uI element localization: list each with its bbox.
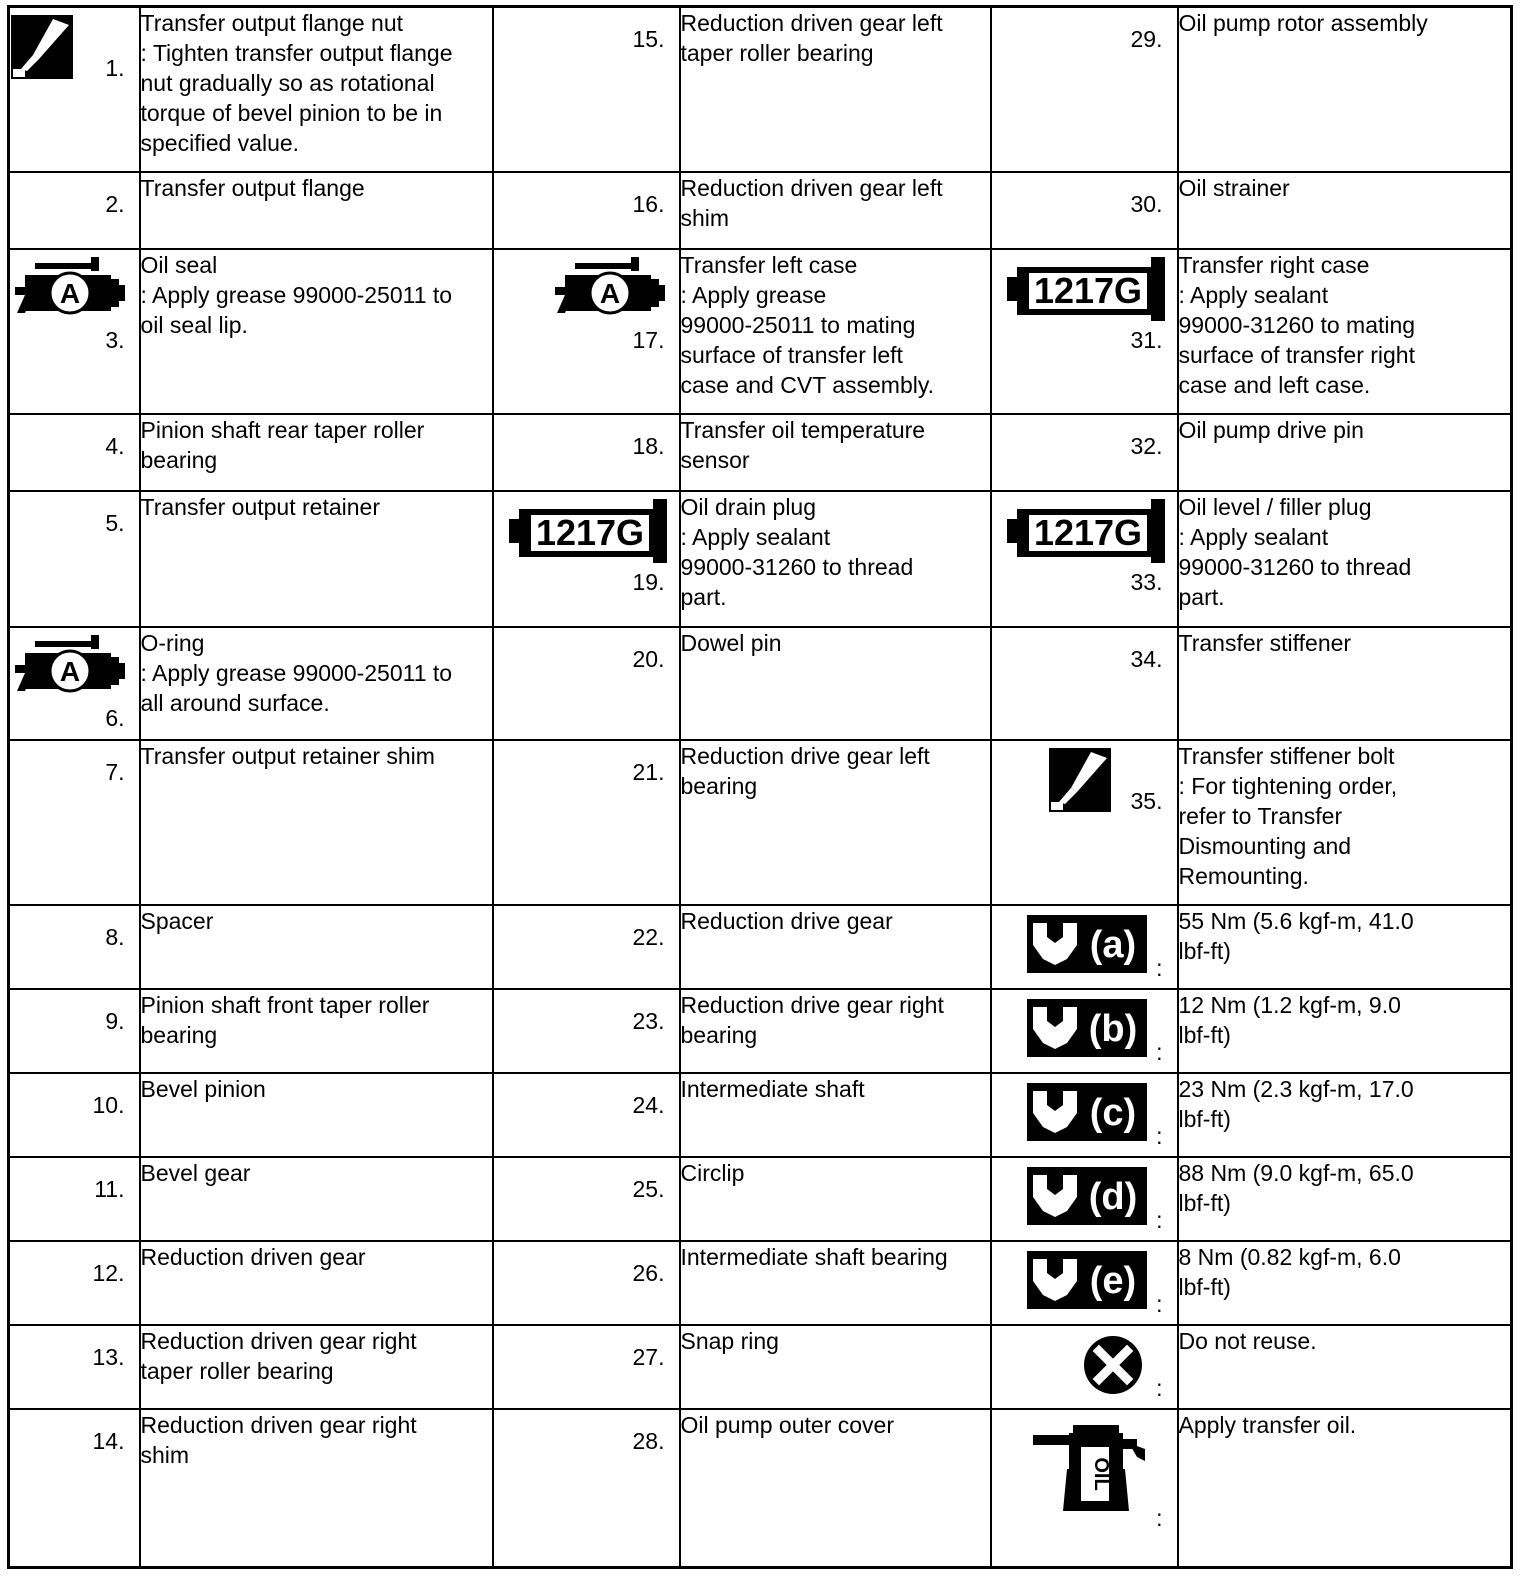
- item-number: 16.: [632, 190, 665, 217]
- item-description: 88 Nm (9.0 kgf-m, 65.0: [1178, 1159, 1414, 1186]
- torque-note-icon: [11, 15, 73, 79]
- item-description: Reduction driven gear right: [140, 1411, 417, 1438]
- torque-note-icon-graphic: [1049, 748, 1111, 812]
- item-number: 20.: [632, 645, 665, 672]
- item-description-cell: [680, 7, 991, 172]
- torque-note-icon-graphic: [11, 15, 73, 79]
- item-note-line: 99000-31260 to thread: [680, 553, 914, 580]
- item-note-line: bearing: [680, 772, 758, 799]
- item-number-cell: [9, 1157, 140, 1241]
- item-description-cell: [1178, 249, 1512, 414]
- svg-text:A: A: [599, 277, 620, 309]
- item-note-line: case and left case.: [1178, 371, 1371, 398]
- symbol-colon: :: [1156, 1290, 1163, 1317]
- item-number-cell: [991, 1073, 1178, 1157]
- item-note-line: surface of transfer right: [1178, 341, 1415, 368]
- symbol-colon: :: [1156, 954, 1163, 981]
- item-number-cell: [991, 249, 1178, 414]
- item-note-line: : Apply grease: [680, 281, 827, 308]
- item-description-cell: [140, 740, 493, 905]
- item-number: 35.: [1130, 787, 1163, 814]
- item-description: Apply transfer oil.: [1178, 1411, 1357, 1438]
- item-number: 30.: [1130, 190, 1163, 217]
- item-description-cell: [1178, 172, 1512, 249]
- item-number-cell: [991, 1325, 1178, 1409]
- item-number-cell: [493, 249, 680, 414]
- item-number: 19.: [632, 568, 665, 595]
- item-note-line: lbf-ft): [1178, 1021, 1231, 1048]
- item-description: Pinion shaft rear taper roller: [140, 416, 425, 443]
- item-number: 2.: [105, 190, 125, 217]
- symbol-colon: :: [1156, 1038, 1163, 1065]
- torque-e-icon: [1027, 1251, 1147, 1309]
- torque-c-icon-graphic: [1027, 1083, 1147, 1141]
- item-note-line: : Apply grease 99000-25011 to: [140, 659, 453, 686]
- item-note-line: lbf-ft): [1178, 1105, 1231, 1132]
- item-number: 14.: [92, 1427, 125, 1454]
- item-note-line: : For tightening order,: [1178, 772, 1398, 799]
- item-description: Reduction driven gear left: [680, 10, 943, 36]
- item-description-cell: [140, 1409, 493, 1568]
- item-description: Oil strainer: [1178, 174, 1290, 201]
- item-description-cell: [1178, 627, 1512, 740]
- symbol-colon: :: [1156, 1504, 1163, 1531]
- symbol-colon: :: [1156, 1374, 1163, 1401]
- item-description: Transfer output flange: [140, 174, 365, 201]
- item-description-cell: [680, 249, 991, 414]
- item-number: 32.: [1130, 432, 1163, 459]
- svg-text:A: A: [59, 277, 80, 309]
- item-number: 28.: [632, 1427, 665, 1454]
- item-description: 23 Nm (2.3 kgf-m, 17.0: [1178, 1075, 1414, 1102]
- item-description-cell: [140, 491, 493, 627]
- item-number-cell: [991, 7, 1178, 172]
- item-note-line: 99000-31260 to thread: [1178, 553, 1412, 580]
- torque-b-icon-graphic: [1027, 999, 1147, 1057]
- item-number-cell: [9, 740, 140, 905]
- item-number-cell: [493, 627, 680, 740]
- svg-text:OIL: OIL: [1089, 1456, 1112, 1491]
- item-note-line: taper roller bearing: [680, 40, 874, 66]
- svg-text:1217G: 1217G: [1033, 511, 1142, 553]
- sealant-1217g-icon: [1007, 257, 1165, 321]
- item-description: Bevel gear: [140, 1159, 251, 1186]
- item-description: Spacer: [140, 907, 214, 934]
- do-not-reuse-icon-graphic: [1083, 1335, 1143, 1395]
- item-description: Reduction drive gear left: [680, 742, 930, 769]
- item-number: 17.: [632, 326, 665, 353]
- item-description-cell: [140, 7, 493, 172]
- item-description: Reduction driven gear: [140, 1243, 366, 1270]
- item-note-line: Remounting.: [1178, 862, 1309, 889]
- item-number-cell: [991, 740, 1178, 905]
- item-description: Pinion shaft front taper roller: [140, 991, 430, 1018]
- item-description-cell: [1178, 740, 1512, 905]
- item-note-line: part.: [1178, 583, 1225, 610]
- item-description-cell: [680, 627, 991, 740]
- item-note-line: torque of bevel pinion to be in: [140, 100, 443, 126]
- item-note-line: : Tighten transfer output flange: [140, 40, 453, 66]
- item-number-cell: [991, 989, 1178, 1073]
- item-note-line: nut gradually so as rotational: [140, 70, 435, 96]
- item-number: 22.: [632, 923, 665, 950]
- item-description-cell: [1178, 1241, 1512, 1325]
- item-description: Reduction driven gear right: [140, 1327, 417, 1354]
- item-description: Circlip: [680, 1159, 745, 1186]
- item-description-cell: [140, 1073, 493, 1157]
- item-description-cell: [140, 172, 493, 249]
- item-number: 23.: [632, 1007, 665, 1034]
- item-description: Transfer output retainer shim: [140, 742, 435, 769]
- sealant-1217g-icon-graphic: [1007, 499, 1165, 563]
- parts-legend-table: [7, 5, 1513, 1569]
- item-description: Oil level / filler plug: [1178, 493, 1372, 520]
- item-number-cell: [493, 905, 680, 989]
- svg-text:(b): (b): [1088, 1007, 1137, 1050]
- sealant-1217g-icon-graphic: [509, 499, 667, 563]
- legend-row: [9, 1073, 1512, 1157]
- item-number-cell: [991, 905, 1178, 989]
- legend-row: [9, 989, 1512, 1073]
- svg-text:(e): (e): [1089, 1259, 1136, 1302]
- item-description-cell: [680, 1241, 991, 1325]
- legend-row: [9, 7, 1512, 172]
- item-number: 6.: [105, 704, 125, 731]
- sealant-1217g-icon: [509, 499, 667, 563]
- torque-a-icon: [1027, 915, 1147, 973]
- item-description-cell: [680, 414, 991, 491]
- legend-row: [9, 1157, 1512, 1241]
- item-number-cell: [493, 172, 680, 249]
- sealant-1217g-icon-graphic: [1007, 257, 1165, 321]
- item-number-cell: [493, 989, 680, 1073]
- item-number: 21.: [632, 758, 665, 785]
- item-description-cell: [1178, 989, 1512, 1073]
- item-number-cell: [9, 1409, 140, 1568]
- item-description-cell: [680, 1325, 991, 1409]
- item-note-line: all around surface.: [140, 689, 330, 716]
- item-description-cell: [680, 1409, 991, 1568]
- item-description-cell: [680, 1157, 991, 1241]
- sealant-1217g-icon: [1007, 499, 1165, 563]
- item-description: Bevel pinion: [140, 1075, 266, 1102]
- item-note-line: surface of transfer left: [680, 341, 903, 368]
- item-description-cell: [1178, 491, 1512, 627]
- item-description: Reduction drive gear: [680, 907, 893, 934]
- svg-text:(d): (d): [1088, 1175, 1137, 1218]
- item-note-line: lbf-ft): [1178, 1189, 1231, 1216]
- item-number-cell: [9, 7, 140, 172]
- item-description-cell: [680, 989, 991, 1073]
- item-description-cell: [1178, 1409, 1512, 1568]
- item-description-cell: [1178, 414, 1512, 491]
- item-number: 25.: [632, 1175, 665, 1202]
- item-description: Snap ring: [680, 1327, 779, 1354]
- svg-text:A: A: [59, 655, 80, 687]
- item-description: Oil pump drive pin: [1178, 416, 1364, 443]
- item-note-line: shim: [680, 204, 730, 231]
- item-description: Oil pump outer cover: [680, 1411, 894, 1438]
- item-description: O-ring: [140, 629, 205, 656]
- item-note-line: bearing: [140, 1021, 218, 1048]
- torque-b-icon: [1027, 999, 1147, 1057]
- item-number-cell: [493, 740, 680, 905]
- item-number: 1.: [105, 55, 125, 81]
- item-number-cell: [9, 491, 140, 627]
- item-note-line: bearing: [140, 446, 218, 473]
- item-description: Intermediate shaft bearing: [680, 1243, 948, 1270]
- item-description-cell: [140, 249, 493, 414]
- item-description: Dowel pin: [680, 629, 782, 656]
- item-description-cell: [680, 172, 991, 249]
- item-number-cell: [9, 172, 140, 249]
- item-number-cell: [991, 1409, 1178, 1568]
- parts-legend-sheet: [7, 5, 1510, 1591]
- item-note-line: shim: [140, 1441, 190, 1468]
- item-number-cell: [991, 627, 1178, 740]
- item-number: 29.: [1130, 26, 1163, 52]
- item-number-cell: [9, 627, 140, 740]
- do-not-reuse-icon: [1083, 1335, 1143, 1395]
- item-number-cell: [9, 989, 140, 1073]
- item-note-line: 99000-31260 to mating: [1178, 311, 1416, 338]
- item-note-line: 99000-25011 to mating: [680, 311, 916, 338]
- item-number-cell: [991, 1157, 1178, 1241]
- item-note-line: : Apply sealant: [1178, 281, 1329, 308]
- item-note-line: part.: [680, 583, 727, 610]
- item-number-cell: [493, 1073, 680, 1157]
- item-description-cell: [140, 414, 493, 491]
- item-description: Transfer stiffener: [1178, 629, 1352, 656]
- item-description-cell: [140, 627, 493, 740]
- item-description: Reduction driven gear left: [680, 174, 943, 201]
- item-number-cell: [493, 414, 680, 491]
- item-number: 15.: [632, 26, 665, 52]
- item-number-cell: [493, 1325, 680, 1409]
- item-number: 27.: [632, 1343, 665, 1370]
- item-description: Reduction drive gear right: [680, 991, 944, 1018]
- item-description-cell: [140, 989, 493, 1073]
- item-number-cell: [493, 1409, 680, 1568]
- legend-row: [9, 249, 1512, 414]
- item-description-cell: [140, 905, 493, 989]
- svg-text:(a): (a): [1089, 923, 1136, 966]
- item-number: 5.: [105, 509, 125, 536]
- item-description-cell: [1178, 1157, 1512, 1241]
- item-note-line: case and CVT assembly.: [680, 371, 935, 398]
- item-note-line: lbf-ft): [1178, 937, 1231, 964]
- item-number: 13.: [92, 1343, 125, 1370]
- item-number-cell: [493, 1157, 680, 1241]
- grease-a-icon: [555, 257, 667, 319]
- item-description: Oil pump rotor assembly: [1178, 10, 1428, 36]
- item-description: 55 Nm (5.6 kgf-m, 41.0: [1178, 907, 1414, 934]
- grease-a-icon-graphic: [555, 257, 667, 319]
- grease-a-icon-graphic: [15, 257, 127, 319]
- svg-text:1217G: 1217G: [1033, 269, 1142, 311]
- item-description-cell: [680, 905, 991, 989]
- legend-row: [9, 627, 1512, 740]
- torque-e-icon-graphic: [1027, 1251, 1147, 1309]
- item-description-cell: [1178, 1073, 1512, 1157]
- item-number: 7.: [105, 758, 125, 785]
- item-note-line: : Apply grease 99000-25011 to: [140, 281, 453, 308]
- legend-row: [9, 740, 1512, 905]
- item-number: 33.: [1130, 568, 1163, 595]
- item-description: Oil seal: [140, 251, 218, 278]
- item-number-cell: [991, 172, 1178, 249]
- item-description-cell: [680, 740, 991, 905]
- svg-text:(c): (c): [1089, 1091, 1136, 1134]
- oil-can-icon-graphic: [1033, 1419, 1147, 1515]
- item-description: Transfer right case: [1178, 251, 1370, 278]
- item-description: Transfer oil temperature: [680, 416, 926, 443]
- grease-a-icon: [15, 257, 127, 319]
- item-number-cell: [9, 1073, 140, 1157]
- item-description: Transfer left case: [680, 251, 858, 278]
- item-number: 34.: [1130, 645, 1163, 672]
- item-note-line: Dismounting and: [1178, 832, 1352, 859]
- item-note-line: bearing: [680, 1021, 758, 1048]
- legend-row: [9, 491, 1512, 627]
- item-number-cell: [991, 491, 1178, 627]
- item-description: Transfer stiffener bolt: [1178, 742, 1395, 769]
- item-note-line: sensor: [680, 446, 750, 473]
- item-number: 10.: [92, 1091, 125, 1118]
- legend-row: [9, 172, 1512, 249]
- item-note-line: specified value.: [140, 130, 300, 156]
- item-number-cell: [991, 414, 1178, 491]
- item-description-cell: [1178, 905, 1512, 989]
- oil-can-icon: [1033, 1419, 1147, 1515]
- item-number-cell: [493, 1241, 680, 1325]
- grease-a-icon-graphic: [15, 635, 127, 697]
- item-description-cell: [140, 1157, 493, 1241]
- item-number-cell: [9, 414, 140, 491]
- torque-a-icon-graphic: [1027, 915, 1147, 973]
- item-number: 4.: [105, 432, 125, 459]
- item-number: 31.: [1130, 326, 1163, 353]
- item-number: 8.: [105, 923, 125, 950]
- item-description: Transfer output retainer: [140, 493, 380, 520]
- item-description-cell: [140, 1241, 493, 1325]
- torque-note-icon: [1049, 748, 1111, 812]
- item-note-line: : Apply sealant: [680, 523, 831, 550]
- item-number-cell: [9, 1241, 140, 1325]
- item-description-cell: [680, 491, 991, 627]
- item-number-cell: [493, 491, 680, 627]
- item-description-cell: [140, 1325, 493, 1409]
- item-note-line: oil seal lip.: [140, 311, 248, 338]
- svg-text:1217G: 1217G: [535, 511, 644, 553]
- item-number-cell: [493, 7, 680, 172]
- item-description-cell: [1178, 1325, 1512, 1409]
- item-number-cell: [991, 1241, 1178, 1325]
- item-number: 24.: [632, 1091, 665, 1118]
- legend-row: [9, 1409, 1512, 1568]
- item-number: 11.: [94, 1175, 125, 1202]
- torque-d-icon: [1027, 1167, 1147, 1225]
- item-number: 9.: [105, 1007, 125, 1034]
- item-description-cell: [680, 1073, 991, 1157]
- item-note-line: lbf-ft): [1178, 1273, 1231, 1300]
- item-number-cell: [9, 905, 140, 989]
- item-description: Oil drain plug: [680, 493, 817, 520]
- legend-row: [9, 1325, 1512, 1409]
- grease-a-icon: [15, 635, 127, 697]
- legend-row: [9, 414, 1512, 491]
- item-description: 8 Nm (0.82 kgf-m, 6.0: [1178, 1243, 1401, 1270]
- item-number: 3.: [105, 326, 125, 353]
- item-number-cell: [9, 1325, 140, 1409]
- item-note-line: taper roller bearing: [140, 1357, 334, 1384]
- item-description-cell: [1178, 7, 1512, 172]
- item-description: Transfer output flange nut: [140, 10, 404, 36]
- item-number-cell: [9, 249, 140, 414]
- item-description: Intermediate shaft: [680, 1075, 865, 1102]
- torque-c-icon: [1027, 1083, 1147, 1141]
- legend-row: [9, 905, 1512, 989]
- item-description: Do not reuse.: [1178, 1327, 1317, 1354]
- torque-d-icon-graphic: [1027, 1167, 1147, 1225]
- item-number: 12.: [92, 1259, 125, 1286]
- item-description: 12 Nm (1.2 kgf-m, 9.0: [1178, 991, 1401, 1018]
- item-note-line: : Apply sealant: [1178, 523, 1329, 550]
- item-number: 26.: [632, 1259, 665, 1286]
- symbol-colon: :: [1156, 1206, 1163, 1233]
- item-note-line: refer to Transfer: [1178, 802, 1343, 829]
- symbol-colon: :: [1156, 1122, 1163, 1149]
- item-number: 18.: [632, 432, 665, 459]
- legend-row: [9, 1241, 1512, 1325]
